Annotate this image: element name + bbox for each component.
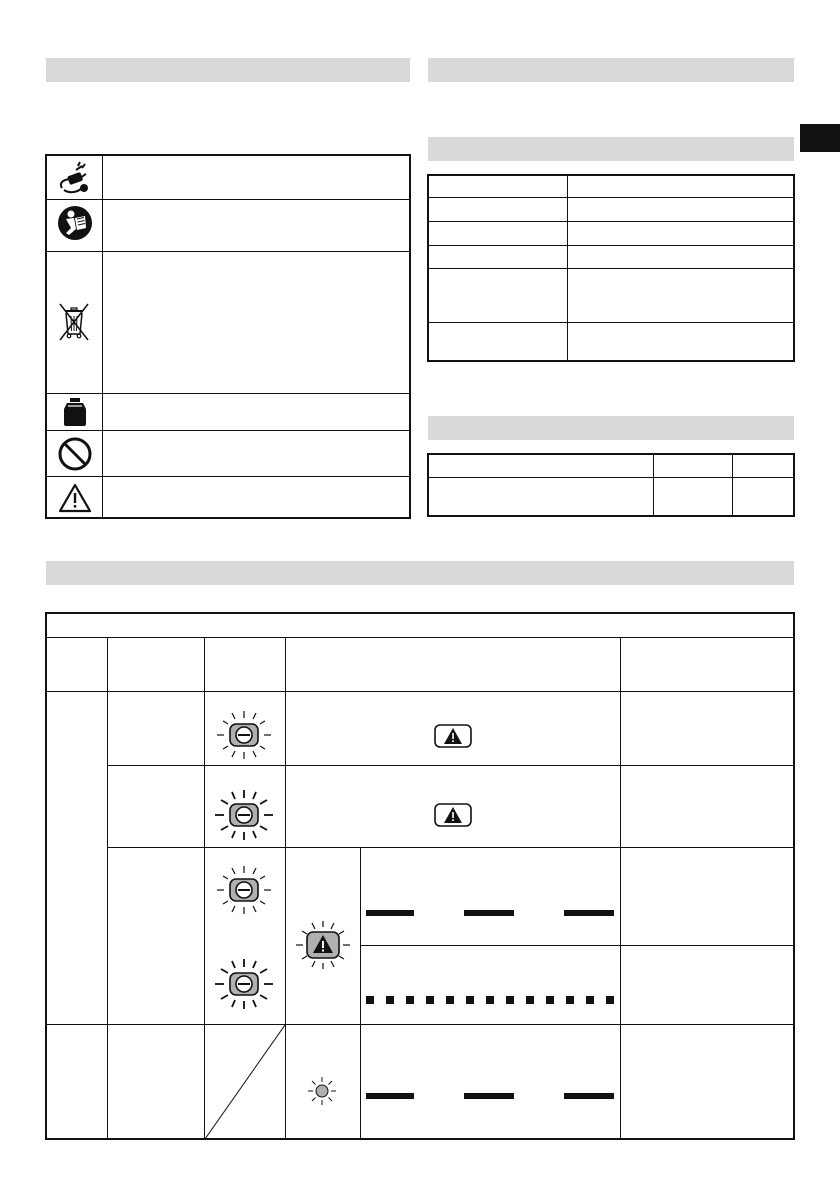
rapid-flash-pattern	[426, 996, 434, 1004]
rapid-flash-pattern	[606, 996, 614, 1004]
rapid-flash-pattern	[586, 996, 594, 1004]
tool-lamp-icon	[214, 709, 274, 761]
rapid-flash-pattern	[386, 996, 394, 1004]
symbols-table	[45, 154, 411, 519]
section-header-symbols	[46, 58, 410, 82]
section-header-specifications	[428, 137, 794, 161]
rapid-flash-pattern	[446, 996, 454, 1004]
rapid-flash-pattern	[466, 996, 474, 1004]
section-header-right-top	[428, 58, 794, 82]
rapid-flash-pattern	[486, 996, 494, 1004]
tool-lamp-icon	[214, 789, 274, 841]
long-flash-pattern	[366, 910, 414, 916]
read-manual-icon	[57, 205, 93, 241]
tool-lamp-icon	[214, 864, 274, 916]
charger-plug-icon	[56, 160, 96, 196]
warning-mark-icon	[434, 724, 472, 748]
battery-table	[427, 453, 795, 517]
battery-pack-icon	[62, 397, 88, 427]
rapid-flash-pattern	[566, 996, 574, 1004]
long-flash-pattern	[564, 1093, 614, 1099]
tool-lamp-icon	[214, 958, 274, 1010]
warning-mark-icon	[434, 803, 472, 827]
rapid-flash-pattern	[406, 996, 414, 1004]
indicator-table-header-row	[46, 691, 794, 692]
indicator-table-title-row	[46, 637, 794, 638]
not-applicable-diagonal	[205, 1025, 285, 1139]
language-tab	[800, 124, 840, 152]
long-flash-pattern	[366, 1093, 414, 1099]
long-flash-pattern	[564, 910, 614, 916]
rapid-flash-pattern	[526, 996, 534, 1004]
charge-lamp-icon	[306, 1075, 338, 1107]
warning-lamp-icon	[293, 920, 353, 970]
prohibition-icon	[57, 436, 93, 472]
long-flash-pattern	[464, 1093, 514, 1099]
crossed-out-bin-icon	[56, 300, 92, 344]
symbols-table-divider	[102, 155, 103, 517]
section-header-indicators	[46, 561, 794, 585]
long-flash-pattern	[464, 910, 514, 916]
warning-triangle-icon	[57, 482, 93, 514]
section-header-battery	[428, 416, 794, 440]
rapid-flash-pattern	[546, 996, 554, 1004]
rapid-flash-pattern	[506, 996, 514, 1004]
rapid-flash-pattern	[366, 996, 374, 1004]
